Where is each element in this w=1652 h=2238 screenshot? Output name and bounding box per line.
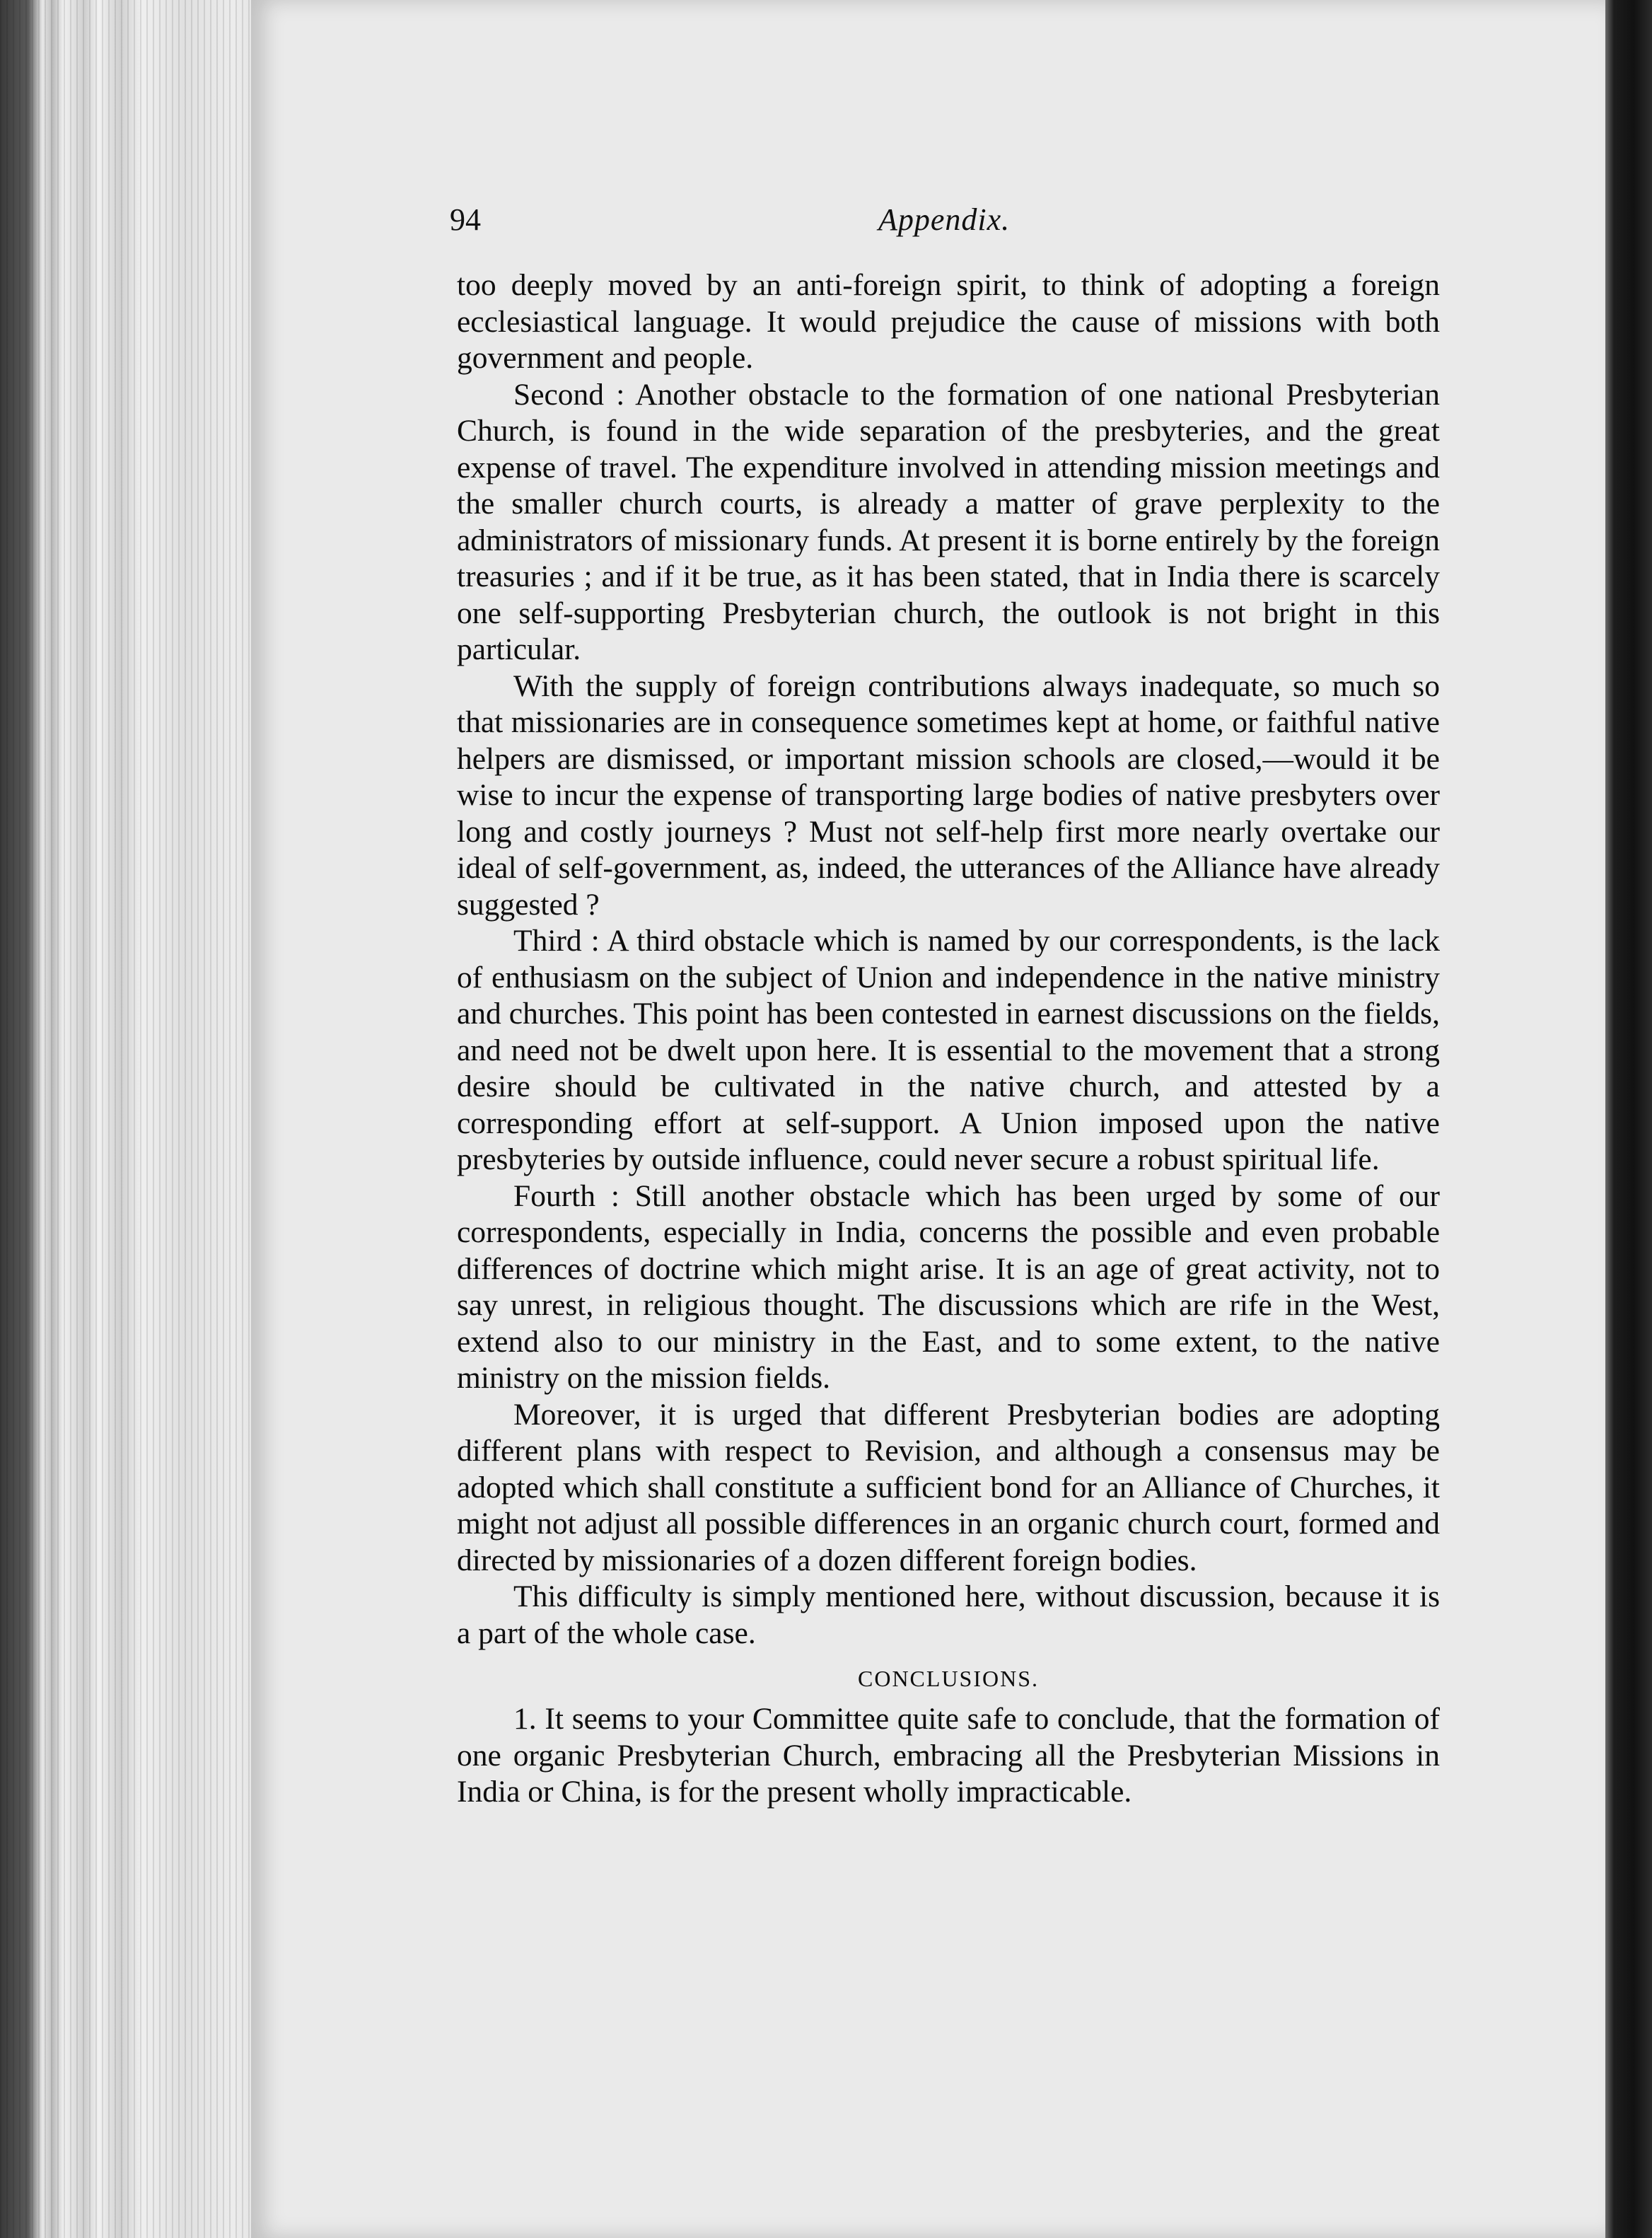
running-head: Appendix. <box>878 202 1011 237</box>
conclusion-item-1: 1. It seems to your Committee quite safe to conclude, that the formation of one organic Presbyterian Church, embracing all the Presbyterian Missions in India or China, is for the present wholly impracticable. <box>457 1702 1440 1809</box>
paragraph-third-obstacle: Third : A third obstacle which is named by our correspondents, is the lack of enthusiasm on the subject of Union and independence in the native ministry and churches. This point has been contested in earnest discussions on the fields, and need not be dwelt upon here. It is essential to the movement that a strong desire should be cultivated in the native church, and attested by a corresponding effort at self-support. A Union imposed upon the native presbyteries by outside influence, could never secure a robust spiritual life. <box>457 924 1440 1176</box>
page-header <box>450 202 1475 251</box>
paragraph-foreign-contributions: With the supply of foreign contributions always inadequate, so much so that missionaries are in consequence sometimes kept at home, or faithful native helpers are dismissed, or important mission schools are closed,—would it be wise to incur the expense of transporting large bodies of native presbyters over long and costly journeys ? Must not self-help first more nearly overtake our ideal of self-government, as, indeed, the utterances of the Alliance have already suggested ? <box>457 668 1440 922</box>
book-binding-edge <box>1605 0 1652 2238</box>
page-number: 94 <box>450 202 481 237</box>
paragraph-fourth-obstacle: Fourth : Still another obstacle which has been urged by some of our correspondents, especially in India, concerns the possible and even probable differences of doctrine which might arise. It is an age of great activity, not to say unrest, in religious thought. The discussions which are rife in the West, extend also to our ministry in the East, and to some extent, to the native ministry on the mission fields. <box>457 1178 1440 1395</box>
stacked-page-edges <box>0 0 255 2238</box>
conclusions-heading: CONCLUSIONS. <box>857 1666 1040 1691</box>
paragraph-continued: too deeply moved by an anti-foreign spirit, to think of adopting a foreign ecclesiastical language. It would prejudice the cause of missions with both government and people. <box>457 268 1440 375</box>
paragraph-difficulty: This difficulty is simply mentioned here, without discussion, because it is a part of the whole case. <box>457 1579 1440 1650</box>
paragraph-revision: Moreover, it is urged that different Presbyterian bodies are adopting different plans with respect to Revision, and although a consensus may be adopted which shall constitute a sufficient bond for an Alliance of Churches, it might not adjust all possible differences in an organic church court, formed and directed by missionaries of a dozen different foreign bodies. <box>457 1397 1440 1577</box>
page-body <box>457 267 1440 1811</box>
paragraph-second-obstacle: Second : Another obstacle to the formation of one national Presbyterian Church, is found in the wide separation of the presbyteries, and the great expense of travel. The expenditure involved in attending mission meetings and the smaller church courts, is already a matter of grave perplexity to the administrators of missionary funds. At present it is borne entirely by the foreign treasuries ; and if it be true, as it has been stated, that in India there is scarcely one self-supporting Presbyterian church, the outlook is not bright in this particular. <box>457 377 1440 666</box>
